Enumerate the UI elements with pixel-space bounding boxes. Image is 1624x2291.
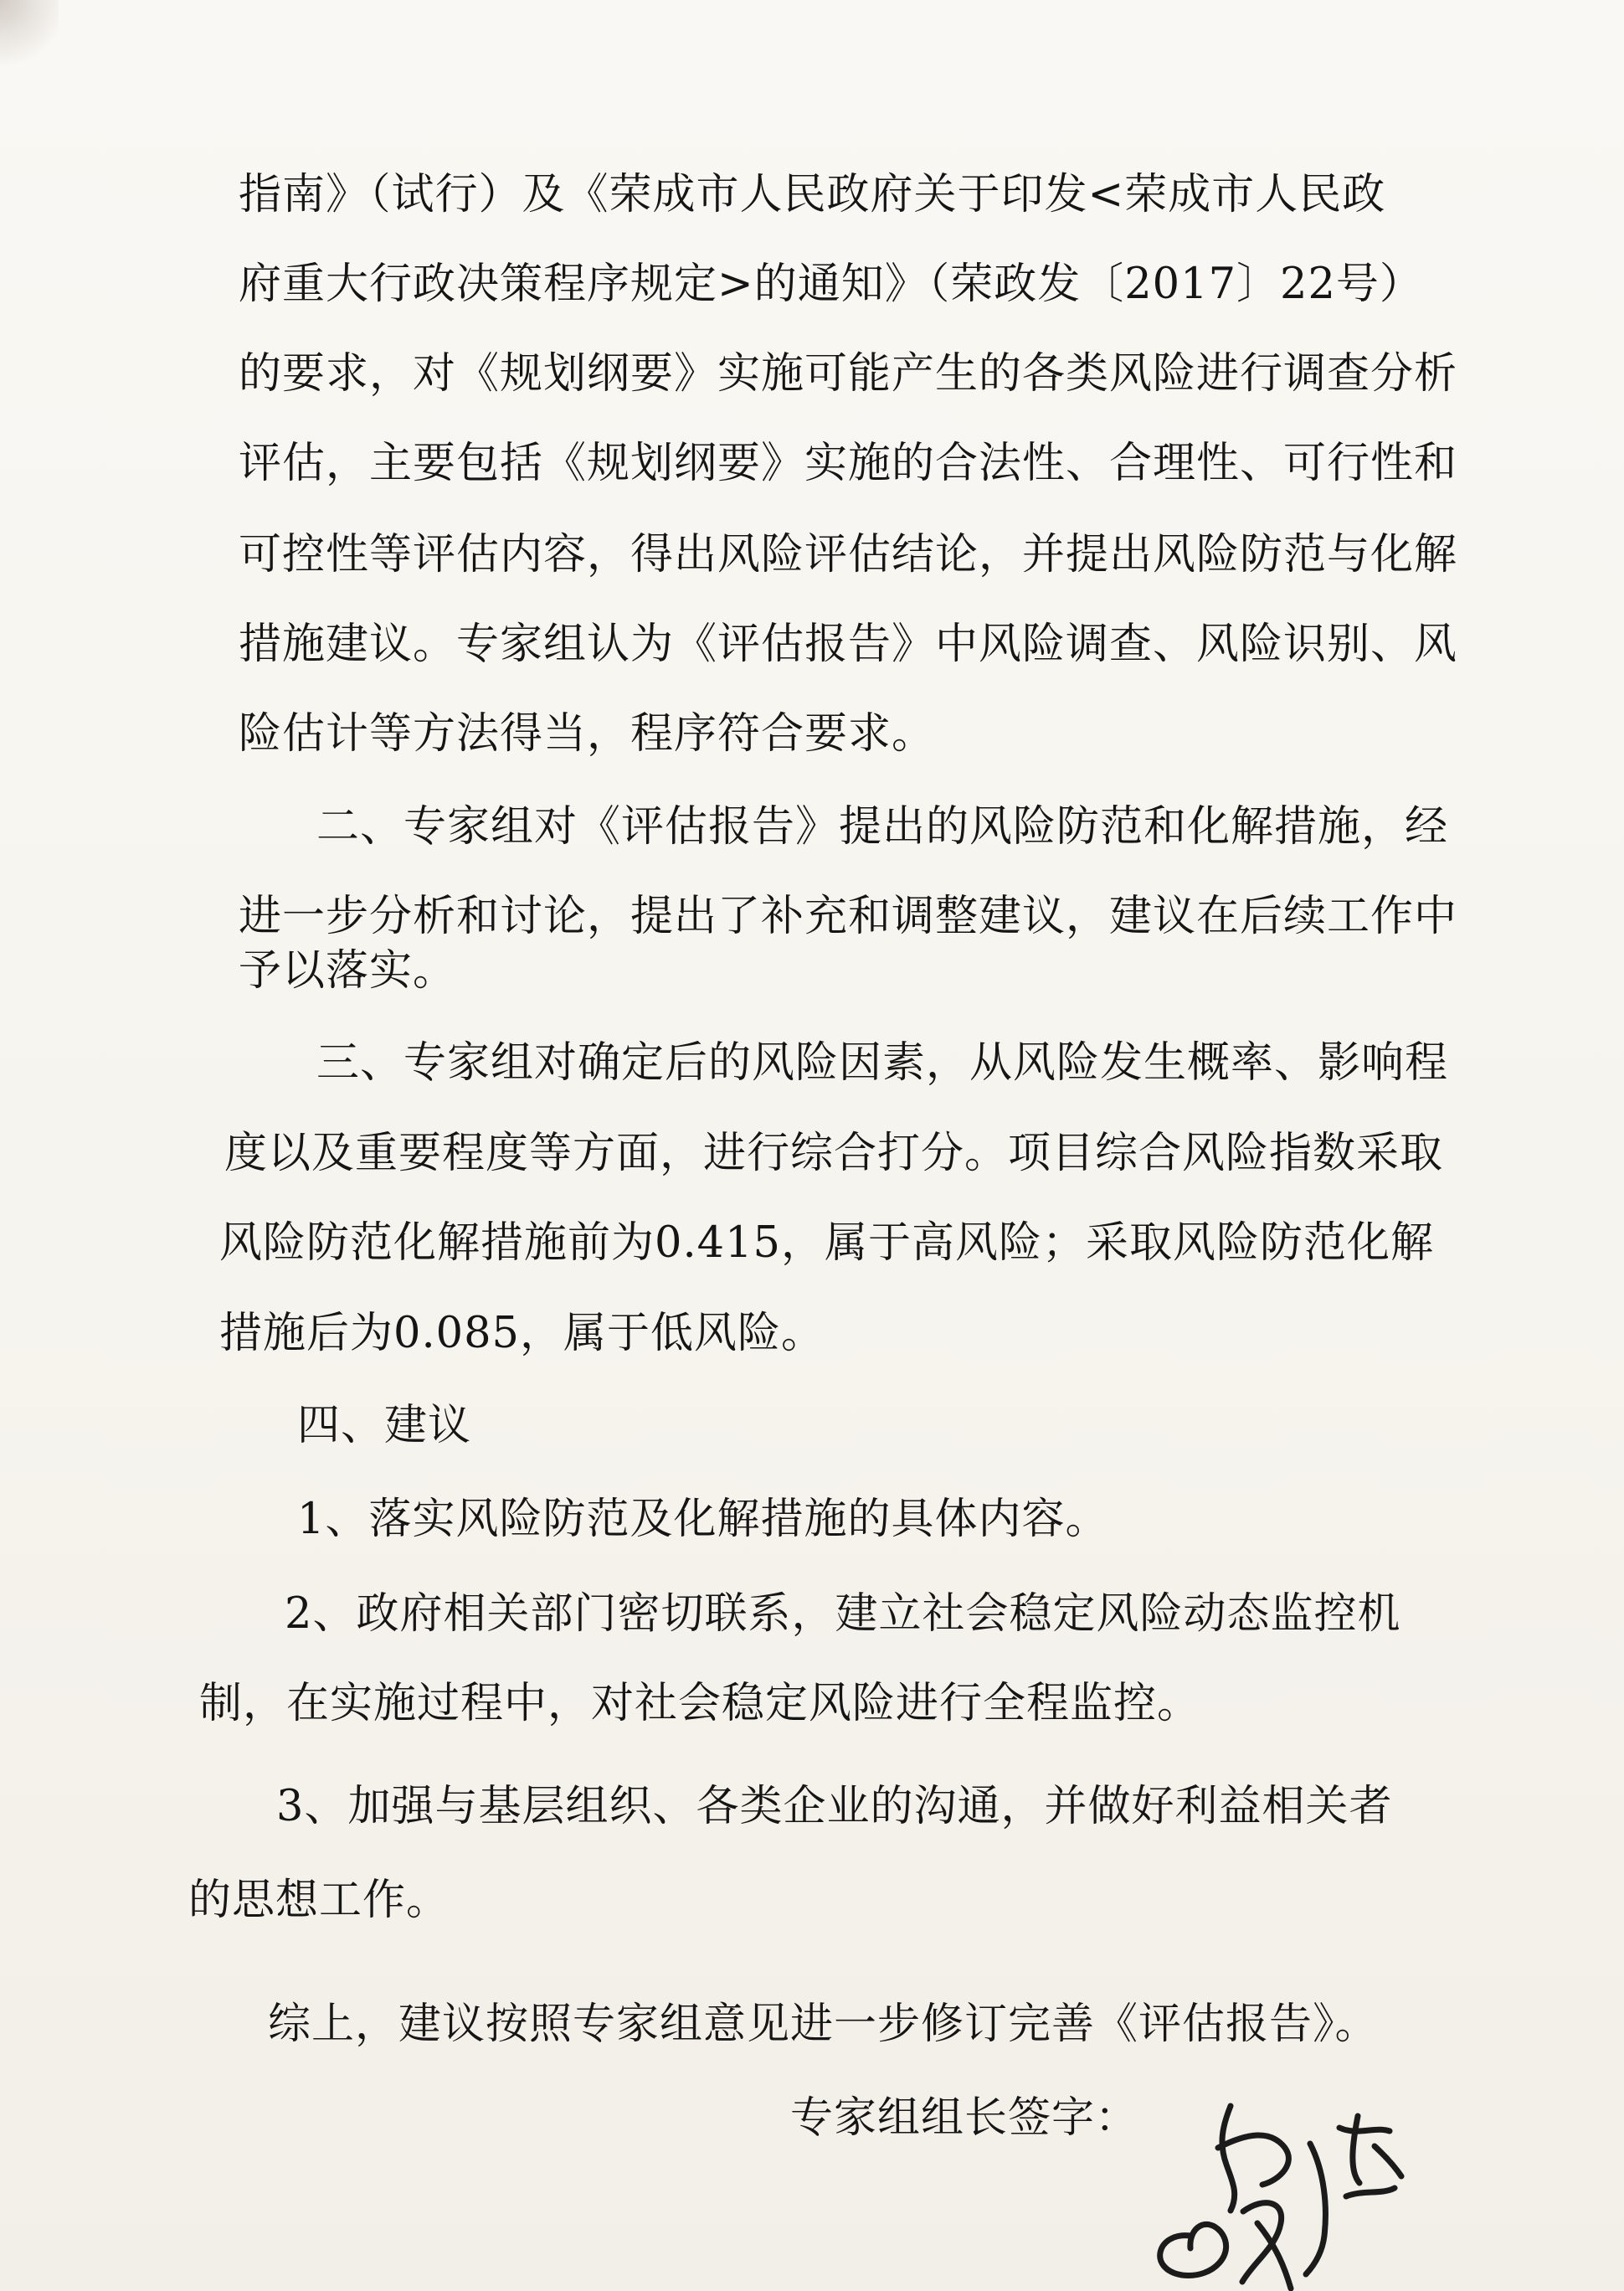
text-line-8: 二、专家组对《评估报告》提出的风险防范和化解措施，经	[316, 802, 1449, 852]
text-line-20: 的思想工作。	[188, 1876, 450, 1925]
text-line-6: 措施建议。专家组认为《评估报告》中风险调查、风险识别、风	[239, 620, 1458, 669]
text-line-4: 评估，主要包括《规划纲要》实施的合法性、合理性、可行性和	[239, 439, 1458, 488]
text-line-17: 2、政府相关部门密切联系，建立社会稳定风险动态监控机	[285, 1589, 1401, 1639]
text-line-14: 措施后为0.085，属于低风险。	[219, 1309, 825, 1358]
text-line-11: 三、专家组对确定后的风险因素，从风险发生概率、影响程	[316, 1038, 1449, 1088]
text-line-16: 1、落实风险防范及化解措施的具体内容。	[297, 1495, 1109, 1544]
handwritten-signature	[1138, 2098, 1415, 2291]
text-line-7: 险估计等方法得当，程序符合要求。	[239, 709, 936, 759]
scan-corner-shadow	[0, 0, 59, 75]
text-line-21: 综上，建议按照专家组意见进一步修订完善《评估报告》。	[268, 2000, 1379, 2049]
text-line-10: 予以落实。	[239, 946, 457, 996]
text-line-2: 府重大行政决策程序规定>的通知》（荣政发〔2017〕22号）	[239, 260, 1423, 309]
text-line-12: 度以及重要程度等方面，进行综合打分。项目综合风险指数采取	[224, 1129, 1444, 1178]
text-line-5: 可控性等评估内容，得出风险评估结论，并提出风险防范与化解	[239, 530, 1458, 579]
text-line-18: 制，在实施过程中，对社会稳定风险进行全程监控。	[199, 1679, 1201, 1728]
text-line-15: 四、建议	[297, 1401, 472, 1450]
text-line-9: 进一步分析和讨论，提出了补充和调整建议，建议在后续工作中	[239, 892, 1458, 941]
signature-label: 专家组组长签字：	[790, 2093, 1139, 2143]
text-line-1: 指南》（试行）及《荣成市人民政府关于印发<荣成市人民政	[239, 170, 1386, 219]
text-line-3: 的要求，对《规划纲要》实施可能产生的各类风险进行调查分析	[239, 349, 1458, 399]
text-line-19: 3、加强与基层组织、各类企业的沟通，并做好利益相关者	[276, 1782, 1393, 1831]
text-line-13: 风险防范化解措施前为0.415，属于高风险；采取风险防范化解	[219, 1218, 1435, 1268]
